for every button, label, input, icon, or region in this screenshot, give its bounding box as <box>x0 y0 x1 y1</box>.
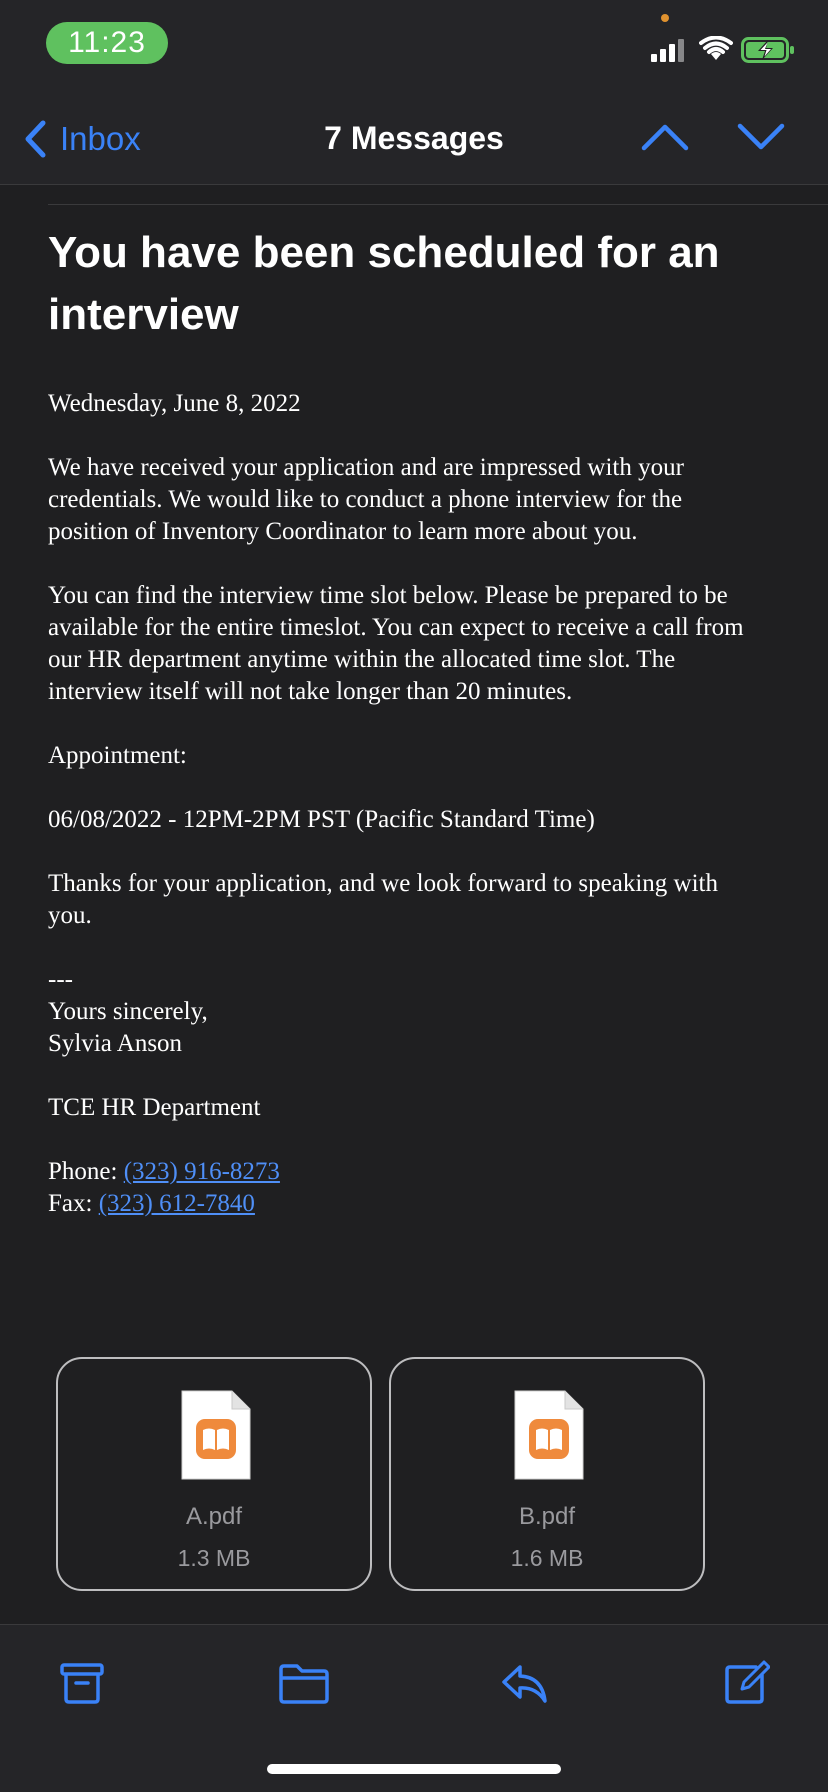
attachment-b-pdf[interactable] <box>389 1357 705 1591</box>
next-message-chevron-down-icon[interactable] <box>736 120 786 154</box>
back-label: Inbox <box>60 120 141 157</box>
status-time[interactable]: 11:23 <box>46 22 168 64</box>
navigation-bar <box>0 90 828 185</box>
phone-line <box>48 1156 788 1188</box>
pdf-book-icon <box>180 1389 252 1481</box>
home-indicator[interactable] <box>267 1764 561 1774</box>
appointment-time: 06/08/2022 - 12PM-2PM PST (Pacific Standard Time) <box>48 806 595 833</box>
body-paragraph-2 <box>48 580 788 708</box>
archive-icon[interactable] <box>58 1659 106 1707</box>
signoff: Yours sincerely, <box>48 998 208 1025</box>
appointment-label: Appointment: <box>48 742 187 769</box>
privacy-indicator-dot <box>661 14 669 22</box>
previous-message-chevron-up-icon[interactable] <box>640 120 690 154</box>
attachment-name: B.pdf <box>518 1503 576 1530</box>
status-bar <box>0 0 828 90</box>
body-paragraph-1 <box>48 452 788 548</box>
fax-line <box>48 1188 788 1220</box>
phone-number-link[interactable]: (323) 916-8273 <box>123 1158 280 1185</box>
body-line: credentials. We would like to conduct a phone interview for the <box>48 486 683 513</box>
message-subject: You have been scheduled for an interview <box>48 228 720 339</box>
attachment-name: A.pdf <box>185 1503 243 1530</box>
fax-label: Fax: <box>48 1190 93 1217</box>
body-line: position of Inventory Coordinator to learn more about you. <box>48 518 638 545</box>
signature-separator: --- <box>48 966 73 993</box>
cellular-signal-icon <box>651 38 687 62</box>
signature-block <box>48 964 788 1060</box>
sender-name: Sylvia Anson <box>48 1030 183 1057</box>
body-line: our HR department anytime within the allocated time slot. The <box>48 646 676 673</box>
body-line: We have received your application and are impressed with your <box>48 454 684 481</box>
message-count-title: 7 Messages <box>324 120 504 156</box>
attachment-a-pdf[interactable] <box>56 1357 372 1591</box>
body-line: interview itself will not take longer than 20 minutes. <box>48 678 573 705</box>
contact-block <box>48 1156 788 1220</box>
header-divider <box>48 204 828 205</box>
body-line: available for the entire timeslot. You can expect to receive a call from <box>48 614 744 641</box>
message-date: Wednesday, June 8, 2022 <box>48 390 301 417</box>
reply-icon[interactable] <box>500 1659 548 1707</box>
body-line: you. <box>48 902 92 929</box>
message-body <box>48 388 788 1252</box>
wifi-icon <box>699 36 733 62</box>
compose-icon[interactable] <box>722 1659 770 1707</box>
battery-charging-icon <box>741 37 795 63</box>
body-line: Thanks for your application, and we look forward to speaking with <box>48 870 718 897</box>
phone-label: Phone: <box>48 1158 118 1185</box>
body-line: You can find the interview time slot below. Please be prepared to be <box>48 582 728 609</box>
attachment-size: 1.6 MB <box>510 1545 584 1571</box>
department-name: TCE HR Department <box>48 1094 261 1121</box>
pdf-book-icon <box>513 1389 585 1481</box>
attachment-size: 1.3 MB <box>177 1545 251 1571</box>
fax-number-link[interactable]: (323) 612-7840 <box>98 1190 255 1217</box>
folder-icon[interactable] <box>278 1659 330 1707</box>
closing-paragraph <box>48 868 788 932</box>
